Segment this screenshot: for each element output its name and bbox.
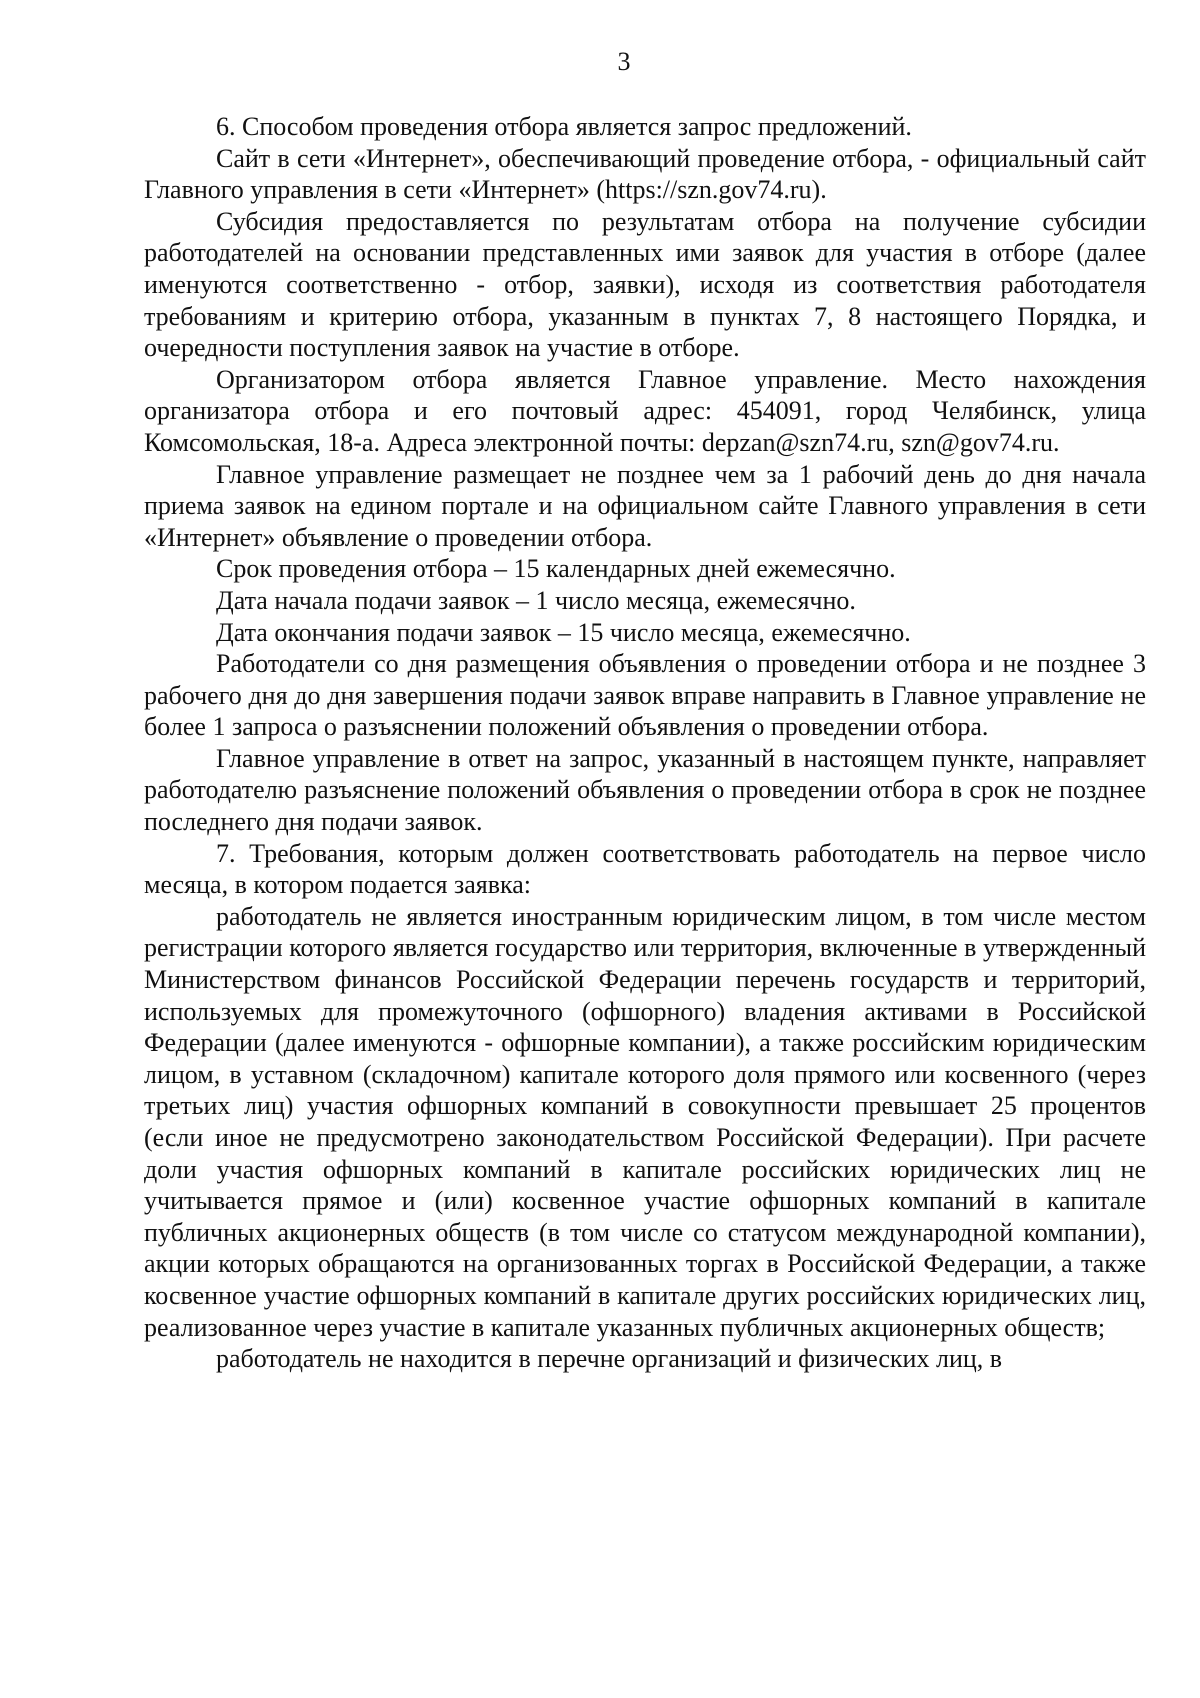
paragraph-list-requirement: работодатель не находится в перечне организаций и физических лиц, в (216, 1344, 1003, 1374)
paragraph-subsidy: Субсидия предоставляется по результатам отбора на получение субсидии работодателей на основании представленных ими заявок для участия в отборе (далее именуются соответственно - отбор, заявки), исходя из соответствия работодателя требованиям и критерию отбора, указанным в пунктах 7, 8 настоящего Порядка, и очередности поступления заявок на участие в отборе. (144, 206, 1146, 363)
paragraph-offshore-requirement: работодатель не является иностранным юридическим лицом, в том числе местом регистрации которого является государство или территория, включенные в утвержденный Министерством финансов Российской Федерации перечень государств и территорий, используемых для промежуточного (офшорного) владения активами в Российской Федерации (далее именуются - офшорные компании), а также российским юридическим лицом, в уставном (складочном) капитале которого доля прямого или косвенного (через третьих лиц) участия офшорных компаний в совокупности превышает 25 процентов (если иное не предусмотрено законодательством Российской Федерации). При расчете доли участия офшорных компаний в капитале российских юридических лиц не учитывается прямое и (или) косвенное участие офшорных компаний в капитале публичных акционерных обществ (в том числе со статусом международной компании), акции которых обращаются на организованных торгах в Российской Федерации, а также косвенное участие офшорных компаний в капитале других российских юридических лиц, реализованное через участие в капитале указанных публичных акционерных обществ; (144, 901, 1146, 1342)
paragraph-website: Сайт в сети «Интернет», обеспечивающий проведение отбора, - официальный сайт Главного управления в сети «Интернет» (https://szn.gov74.ru). (144, 143, 1146, 205)
page-number: 3 (617, 47, 631, 76)
paragraph-clarification-response: Главное управление в ответ на запрос, указанный в настоящем пункте, направляет работодателю разъяснение положений объявления о проведении отбора в срок не позднее последнего дня подачи заявок. (144, 743, 1146, 837)
paragraph-duration: Срок проведения отбора – 15 календарных дней ежемесячно. (216, 554, 896, 584)
document-body (144, 111, 1146, 1375)
paragraph-end-date: Дата окончания подачи заявок – 15 число месяца, ежемесячно. (216, 617, 911, 647)
paragraph-requirements: 7. Требования, которым должен соответствовать работодатель на первое число месяца, в котором подается заявка: (144, 838, 1146, 900)
paragraph-organizer: Организатором отбора является Главное управление. Место нахождения организатора отбора и его почтовый адрес: 454091, город Челябинск, улица Комсомольская, 18-а. Адреса электронной почты: depzan@szn74.ru, szn@gov74.ru. (144, 364, 1146, 457)
paragraph-start-date: Дата начала подачи заявок – 1 число месяца, ежемесячно. (216, 585, 856, 615)
paragraph-announcement: Главное управление размещает не позднее чем за 1 рабочий день до дня начала приема заявок на едином портале и на официальном сайте Главного управления в сети «Интернет» объявление о проведении отбора. (144, 459, 1146, 552)
paragraph-clarification-request: Работодатели со дня размещения объявления о проведении отбора и не позднее 3 рабочего дня до дня завершения подачи заявок вправе направить в Главное управление не более 1 запроса о разъяснении положений объявления о проведении отбора. (144, 649, 1146, 742)
paragraph-selection-method: 6. Способом проведения отбора является запрос предложений. (216, 112, 912, 141)
